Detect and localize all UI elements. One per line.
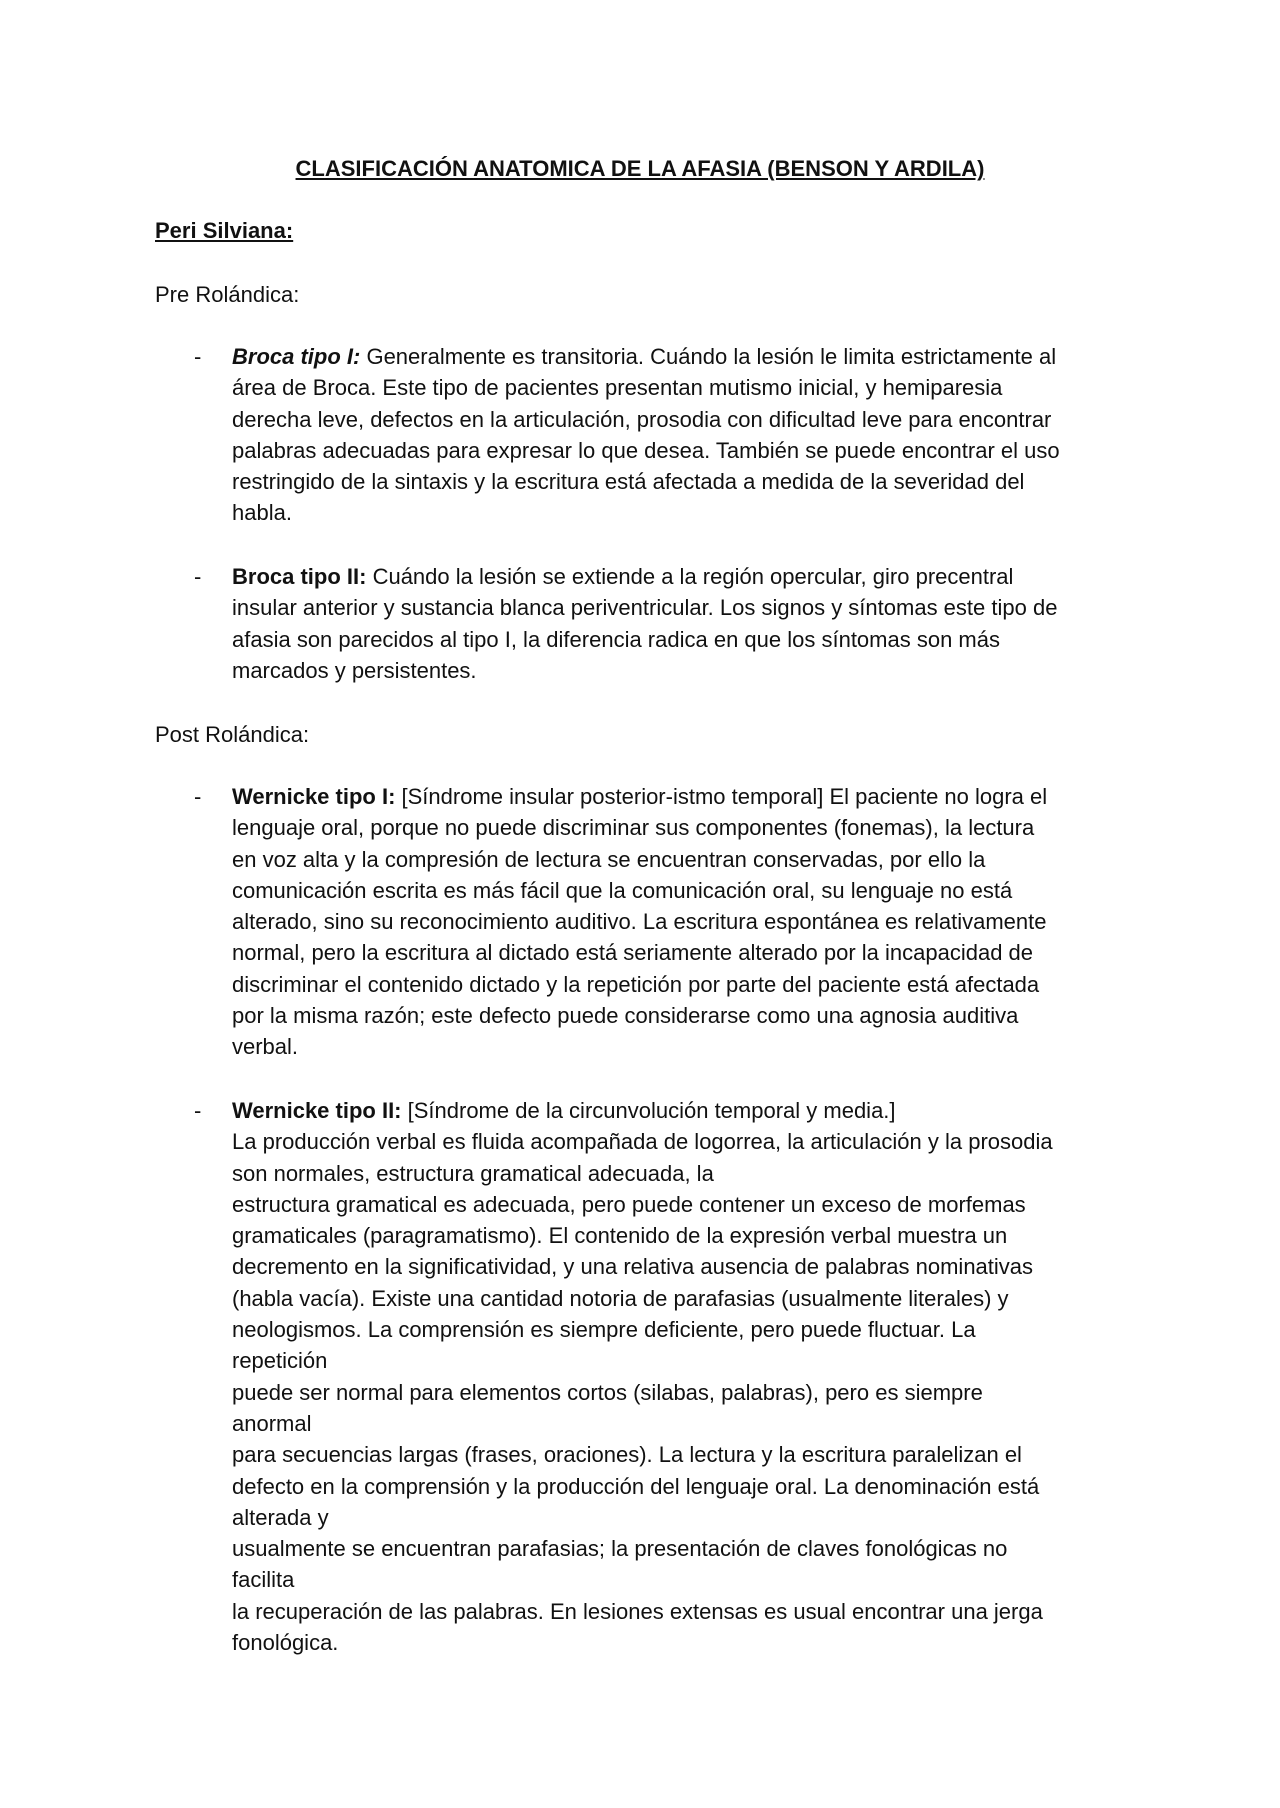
entry-line xyxy=(232,1095,1132,1126)
entry-wernicke-tipo-1 xyxy=(194,781,1132,1063)
entry-line: afasia son parecidos al tipo I, la diferencia radica en que los síntomas son más xyxy=(232,626,1000,652)
entry-text: [Síndrome de la circunvolución temporal y media.] xyxy=(401,1098,896,1123)
entry-line: lenguaje oral, porque no puede discriminar sus componentes (fonemas), la lectura xyxy=(232,815,1035,841)
entry-line: habla. xyxy=(232,500,292,526)
entry-line: estructura gramatical es adecuada, pero puede contener un exceso de morfemas xyxy=(232,1191,1026,1217)
entry-line: gramaticales (paragramatismo). El contenido de la expresión verbal muestra un xyxy=(232,1223,1008,1249)
entry-text: Generalmente es transitoria. Cuándo la lesión le limita estrictamente al xyxy=(360,344,1057,369)
entry-line: fonológica. xyxy=(232,1630,339,1656)
entry-line xyxy=(232,341,1132,372)
bullet-dash: - xyxy=(194,1098,202,1123)
entry-line: puede ser normal para elementos cortos (silabas, palabras), pero es siempre xyxy=(232,1379,983,1405)
entry-line: (habla vacía). Existe una cantidad notoria de parafasias (usualmente literales) y xyxy=(232,1285,1009,1311)
bullet-dash: - xyxy=(194,564,202,589)
entry-line xyxy=(232,781,1132,812)
entry-line: comunicación escrita es más fácil que la comunicación oral, su lenguaje no está xyxy=(232,877,1013,903)
entry-text: [Síndrome insular posterior-istmo temporal] El paciente no logra el xyxy=(395,784,1048,809)
subheading-pre-rolandica: Pre Rolándica: xyxy=(155,282,300,307)
document-title: CLASIFICACIÓN ANATOMICA DE LA AFASIA (BENSON Y ARDILA) xyxy=(295,156,985,181)
entry-term: Broca tipo II: xyxy=(232,564,367,589)
bullet-dash: - xyxy=(194,784,202,809)
entry-line: en voz alta y la compresión de lectura se encuentran conservadas, por ello la xyxy=(232,846,986,872)
entry-broca-tipo-1 xyxy=(194,341,1132,529)
entry-line: alterado, sino su reconocimiento auditivo. La escritura espontánea es relativamente xyxy=(232,909,1047,935)
entry-line: por la misma razón; este defecto puede considerarse como una agnosia auditiva xyxy=(232,1003,1019,1029)
entry-line: normal, pero la escritura al dictado está seriamente alterado por la incapacidad de xyxy=(232,940,1034,966)
entry-line: área de Broca. Este tipo de pacientes presentan mutismo inicial, y hemiparesia xyxy=(232,375,1003,401)
entry-line xyxy=(232,561,1132,592)
entry-term: Wernicke tipo II: xyxy=(232,1098,402,1123)
entry-line: son normales, estructura gramatical adecuada, la xyxy=(232,1160,714,1186)
entry-term: Broca tipo I: xyxy=(232,344,361,369)
entry-line: anormal xyxy=(232,1410,312,1436)
entry-term: Wernicke tipo I: xyxy=(232,784,396,809)
entry-line: palabras adecuadas para expresar lo que desea. También se puede encontrar el uso xyxy=(232,437,1060,463)
entry-line: marcados y persistentes. xyxy=(232,657,477,683)
entry-line: insular anterior y sustancia blanca periventricular. Los signos y síntomas este tipo de xyxy=(232,595,1058,621)
entry-broca-tipo-2 xyxy=(194,561,1132,686)
entry-line: restringido de la sintaxis y la escritura está afectada a medida de la severidad del xyxy=(232,469,1025,495)
entry-line: alterada y xyxy=(232,1504,329,1530)
entry-line: la recuperación de las palabras. En lesiones extensas es usual encontrar una jerga xyxy=(232,1598,1043,1624)
entry-line: defecto en la comprensión y la producción del lenguaje oral. La denominación está xyxy=(232,1473,1040,1499)
entry-line: repetición xyxy=(232,1348,328,1374)
entry-line: usualmente se encuentran parafasias; la presentación de claves fonológicas no xyxy=(232,1536,1008,1562)
entry-wernicke-tipo-2 xyxy=(194,1095,1132,1658)
section-heading: Peri Silviana: xyxy=(155,218,294,243)
entry-line: verbal. xyxy=(232,1034,299,1060)
entry-line: facilita xyxy=(232,1567,295,1593)
entry-line: decremento en la significatividad, y una relativa ausencia de palabras nominativas xyxy=(232,1254,1034,1280)
entry-line: derecha leve, defectos en la articulación, prosodia con dificultad leve para encontrar xyxy=(232,406,1052,432)
bullet-dash: - xyxy=(194,344,202,369)
entry-line: discriminar el contenido dictado y la repetición por parte del paciente está afectada xyxy=(232,971,1040,997)
entry-text: Cuándo la lesión se extiende a la región opercular, giro precentral xyxy=(366,564,1014,589)
subheading-post-rolandica: Post Rolándica: xyxy=(155,722,310,747)
entry-line: para secuencias largas (frases, oraciones). La lectura y la escritura paralelizan el xyxy=(232,1442,1022,1468)
entry-line: La producción verbal es fluida acompañada de logorrea, la articulación y la prosodia xyxy=(232,1129,1053,1155)
entry-line: neologismos. La comprensión es siempre deficiente, pero puede fluctuar. La xyxy=(232,1317,976,1343)
